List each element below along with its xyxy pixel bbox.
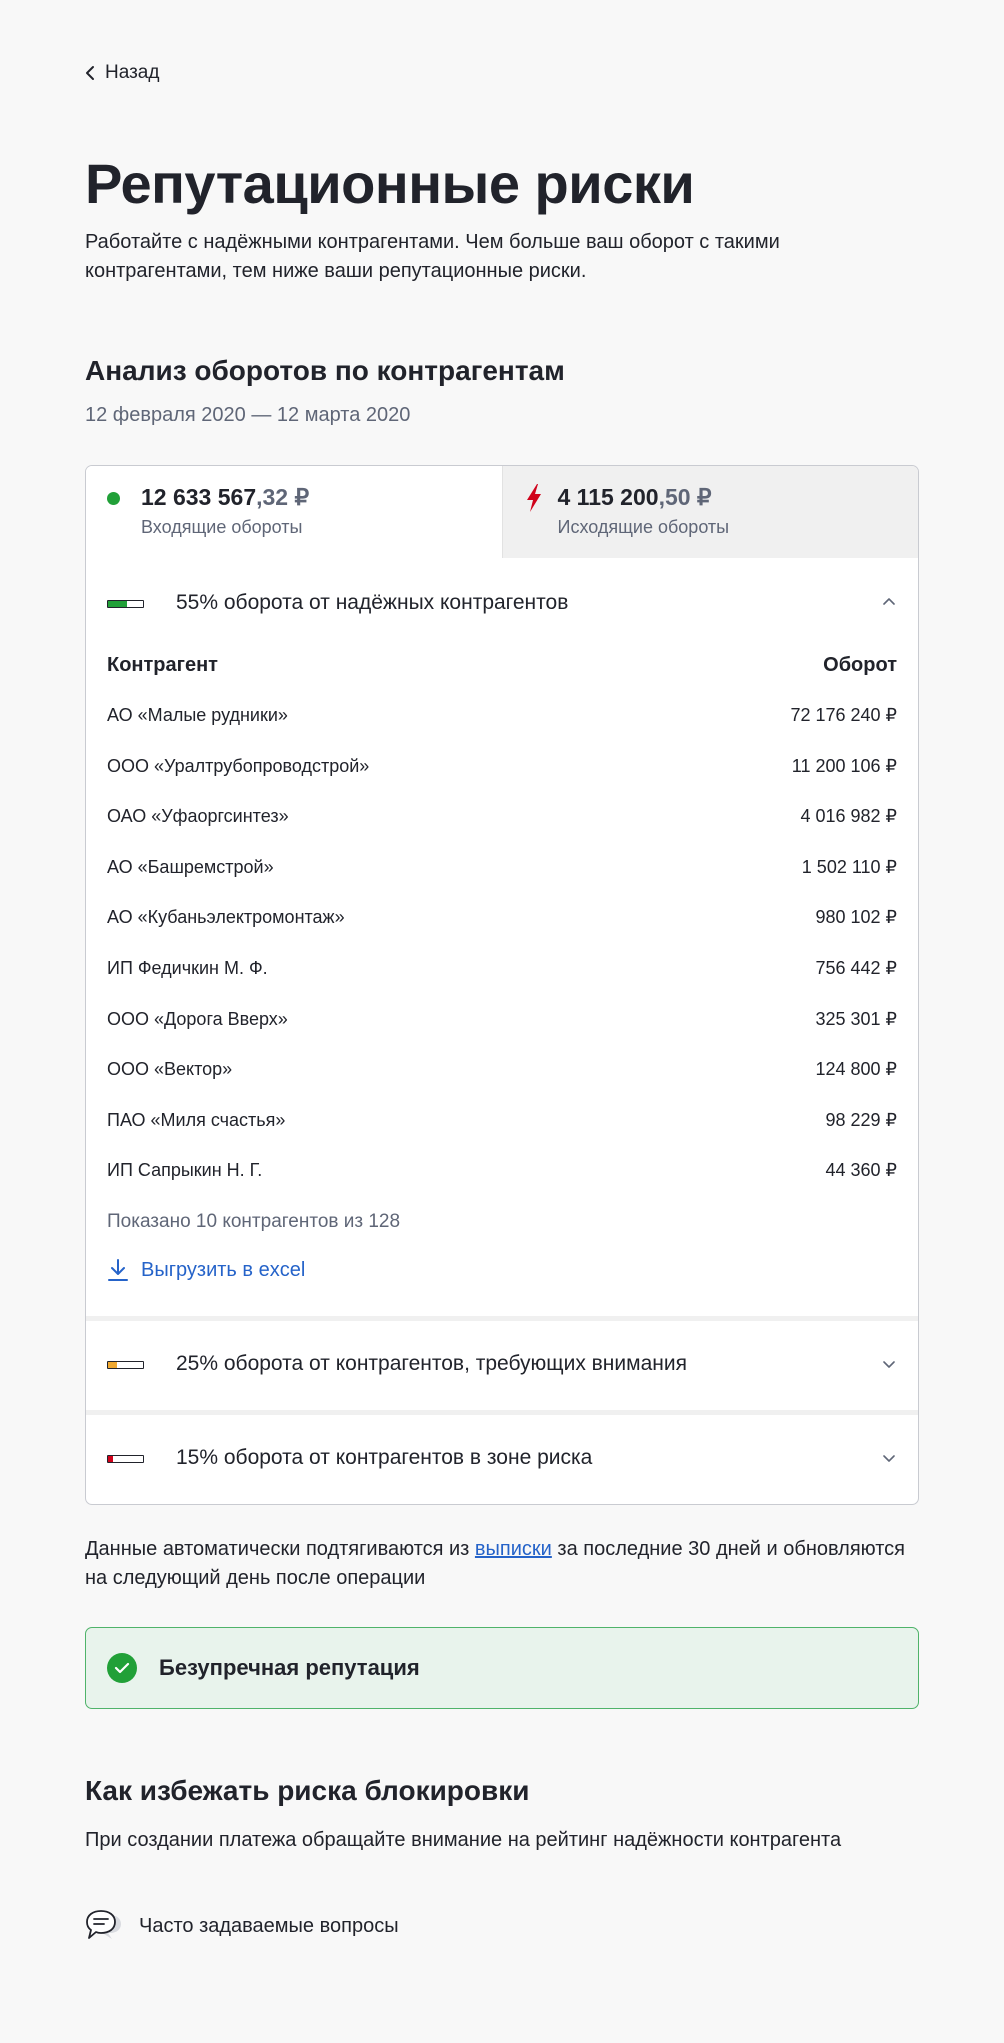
turnover-title: Анализ оборотов по контрагентам	[85, 355, 565, 386]
share-bar	[107, 1361, 144, 1369]
chevron-down-icon	[882, 1359, 896, 1369]
counterparty-name: АО «Малые рудники»	[107, 705, 288, 725]
incoming-amount	[141, 484, 502, 511]
download-label: Выгрузить в excel	[141, 1258, 306, 1281]
turnover-period: 12 февраля 2020 — 12 марта 2020	[85, 404, 411, 426]
group-reliable-label: 55% оборота от надёжных контрагентов	[176, 591, 569, 614]
counterparty-amount: 756 442 ₽	[815, 957, 897, 978]
share-bar	[107, 1455, 144, 1463]
chat-bubbles-icon	[85, 1908, 123, 1944]
note-text-before: Данные автоматически подтягиваются из	[85, 1538, 475, 1560]
group-attention-label: 25% оборота от контрагентов, требующих внимания	[176, 1352, 687, 1375]
share-bar-fill	[108, 601, 127, 607]
turnover-tabs	[86, 466, 918, 558]
counterparty-name: АО «Кубаньэлектромонтаж»	[107, 907, 345, 928]
group-attention	[86, 1321, 918, 1410]
counterparty-name: ИП Федичкин М. Ф.	[107, 957, 268, 978]
outgoing-label: Исходящие обороты	[557, 517, 730, 537]
table-row	[107, 857, 897, 908]
share-bar-fill	[108, 1362, 117, 1368]
table-header	[107, 654, 897, 677]
page-lead: Работайте с надёжными контрагентами. Чем больше ваш оборот с такими контрагентами, тем ниже ваши репутационные риски.	[85, 231, 780, 282]
counterparty-amount: 124 800 ₽	[815, 1059, 897, 1080]
counterparty-name: ПАО «Миля счастья»	[107, 1109, 286, 1130]
incoming-label: Входящие обороты	[141, 517, 303, 537]
counterparty-amount: 44 360 ₽	[825, 1160, 897, 1181]
counterparty-amount: 98 229 ₽	[825, 1109, 897, 1130]
outgoing-amount-main: 4 115 200	[557, 484, 659, 510]
counterparty-name: ООО «Дорога Вверх»	[107, 1008, 288, 1029]
table-row	[107, 1009, 897, 1060]
counterparty-name: ООО «Вектор»	[107, 1059, 233, 1080]
reputation-status-label: Безупречная репутация	[159, 1655, 420, 1680]
back-label: Назад	[105, 62, 160, 83]
group-risk	[86, 1415, 918, 1504]
counterparty-name: ИП Сапрыкин Н. Г.	[107, 1160, 263, 1181]
avoid-block-text: При создании платежа обращайте внимание на рейтинг надёжности контрагента	[85, 1829, 842, 1851]
table-row	[107, 756, 897, 807]
chevron-up-icon	[882, 596, 896, 606]
counterparty-table	[107, 705, 897, 1211]
green-dot-icon	[107, 492, 120, 505]
counterparty-amount: 1 502 110 ₽	[801, 856, 897, 877]
share-bar-fill	[108, 1456, 113, 1462]
group-reliable-header[interactable]	[86, 558, 918, 650]
chevron-left-icon	[85, 65, 95, 81]
counterparty-amount: 4 016 982 ₽	[800, 806, 897, 827]
reputation-status-banner	[85, 1627, 919, 1709]
data-source-note	[85, 1535, 919, 1593]
table-row	[107, 1160, 897, 1211]
counterparty-amount: 980 102 ₽	[815, 907, 897, 928]
tab-outgoing[interactable]	[502, 466, 919, 558]
shown-count: Показано 10 контрагентов из 128	[107, 1211, 401, 1232]
outgoing-amount-fraction: ,50 ₽	[658, 484, 712, 510]
table-row	[107, 806, 897, 857]
counterparty-name: АО «Башремстрой»	[107, 856, 274, 877]
column-header-counterparty: Контрагент	[107, 654, 218, 676]
faq-link[interactable]	[85, 1908, 399, 1944]
note-text-after: за последние 30 дней и обновляются на следующий день после операции	[85, 1538, 905, 1589]
table-row	[107, 705, 897, 756]
download-excel-link[interactable]	[107, 1258, 305, 1282]
counterparty-amount: 325 301 ₽	[815, 1008, 897, 1029]
counterparty-amount: 11 200 106 ₽	[791, 755, 897, 776]
incoming-amount-fraction: ,32 ₽	[256, 484, 310, 510]
outgoing-amount	[558, 484, 919, 511]
check-circle-icon	[107, 1653, 137, 1683]
counterparty-amount: 72 176 240 ₽	[790, 705, 897, 725]
counterparty-name: ООО «Уралтрубопроводстрой»	[107, 755, 370, 776]
chevron-down-icon	[882, 1453, 896, 1463]
download-icon	[107, 1258, 129, 1282]
share-bar	[107, 600, 144, 608]
table-row	[107, 907, 897, 958]
table-row	[107, 1110, 897, 1161]
back-link[interactable]	[85, 62, 159, 84]
table-row	[107, 1059, 897, 1110]
lightning-icon	[524, 483, 544, 513]
incoming-amount-main: 12 633 567	[141, 484, 257, 510]
group-risk-label: 15% оборота от контрагентов в зоне риска	[176, 1446, 593, 1469]
avoid-block-title: Как избежать риска блокировки	[85, 1775, 530, 1806]
tab-incoming[interactable]	[86, 466, 502, 558]
counterparty-name: ОАО «Уфаоргсинтез»	[107, 806, 289, 827]
faq-label: Часто задаваемые вопросы	[139, 1914, 399, 1937]
page-title: Репутационные риски	[85, 152, 695, 215]
table-row	[107, 958, 897, 1009]
column-header-turnover: Оборот	[823, 654, 897, 676]
statement-link[interactable]: выписки	[474, 1538, 552, 1560]
group-attention-header[interactable]	[86, 1321, 918, 1410]
turnover-card	[85, 465, 919, 1505]
group-risk-header[interactable]	[86, 1415, 918, 1504]
